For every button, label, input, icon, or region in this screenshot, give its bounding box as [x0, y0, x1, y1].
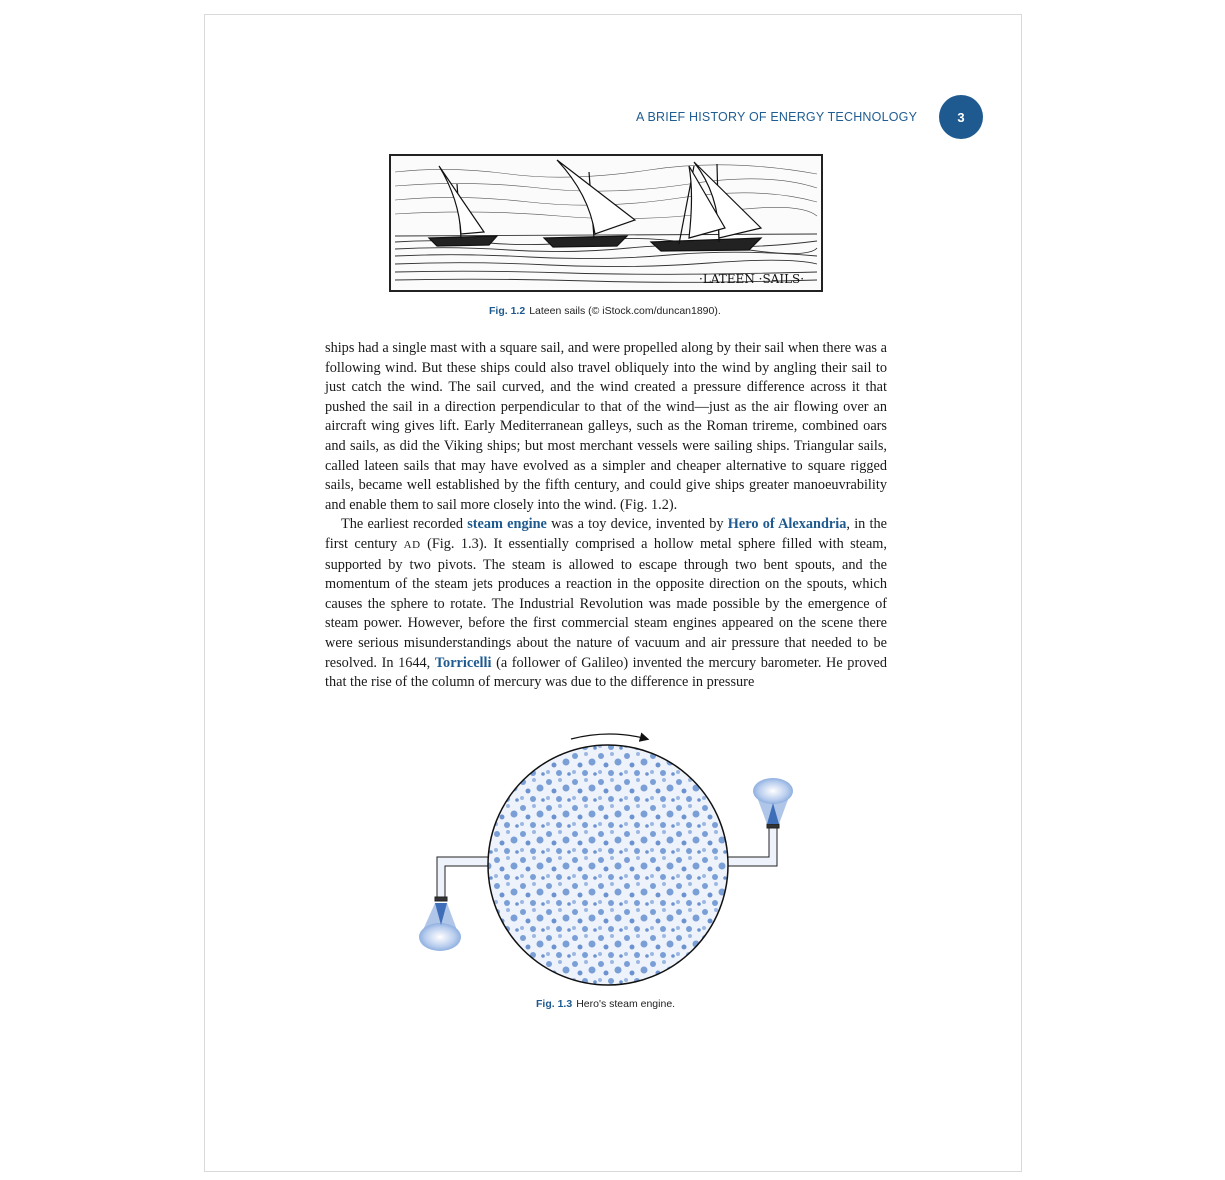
- steam-sphere: [488, 745, 728, 985]
- heros-steam-engine-diagram: [415, 725, 810, 990]
- right-steam-jet: [753, 778, 793, 824]
- figure-1-2-caption-text: Lateen sails (© iStock.com/duncan1890).: [529, 305, 721, 317]
- paragraph-2: The earliest recorded steam engine was a toy device, invented by Hero of Alexandria, in the first century AD (Fig. 1.3). It essentially comprised a hollow metal sphere filled with steam, supported by two pivots. The steam is allowed to escape through two bent spouts, and the momentum of the steam jets produces a reaction in the opposite direction on the spouts, which causes the sphere to rotate. The Industrial Revolution was made possible by the emergence of steam power. However, before the first commercial steam engines appeared on the scene there were serious misunderstandings about the nature of vacuum and air pressure that needed to be resolved. In 1644, Torricelli (a follower of Galileo) invented the mercury barometer. He proved that the rise of the column of mercury was due to the difference in pressure: [325, 516, 888, 691]
- left-steam-jet: [419, 903, 461, 951]
- lateen-sails-illustration: [389, 154, 823, 292]
- paragraph-1: ships had a single mast with a square sail, and were propelled along by their sail when there was a following wind. But these ships could also travel obliquely into the wind by angling their sail to just catch the wind. The sail curved, and the wind created a pressure difference across it that pushed the sail in a direction perpendicular to that of the wind—just as the air flowing over an aircraft wing gives lift. Early Mediterranean galleys, such as the Roman trireme, combined oars and sails, as did the Viking ships; but most merchant vessels were sailing ships. Triangular sails, called lateen sails that may have evolved as a simpler and cheaper alternative to square rigged sails, became well established by the fifth century, and could give ships greater manoeuvrability and enable them to sail more closely into the wind. (Fig. 1.2).: [325, 340, 887, 513]
- rotation-arrow: [571, 734, 647, 739]
- term-steam-engine[interactable]: steam engine: [467, 516, 547, 533]
- page-number-badge: 3: [939, 95, 983, 139]
- term-hero-of-alexandria[interactable]: Hero of Alexandria: [727, 516, 847, 533]
- left-spout: [435, 857, 491, 901]
- figure-1-2-caption: [489, 305, 721, 317]
- figure-1-3-label: Fig. 1.3: [536, 998, 573, 1010]
- figure-1-2-label: Fig. 1.2: [489, 305, 526, 317]
- figure-1-3-caption-text: Hero's steam engine.: [576, 998, 676, 1010]
- running-head: A BRIEF HISTORY OF ENERGY TECHNOLOGY: [636, 110, 918, 124]
- era-ad: AD: [403, 538, 421, 551]
- right-spout: [725, 824, 779, 866]
- lateen-sails-handwriting: ·LATEEN ·SAILS·: [699, 272, 805, 286]
- figure-1-3-caption: [536, 998, 675, 1010]
- term-torricelli[interactable]: Torricelli: [434, 654, 492, 671]
- body-text: [325, 339, 887, 693]
